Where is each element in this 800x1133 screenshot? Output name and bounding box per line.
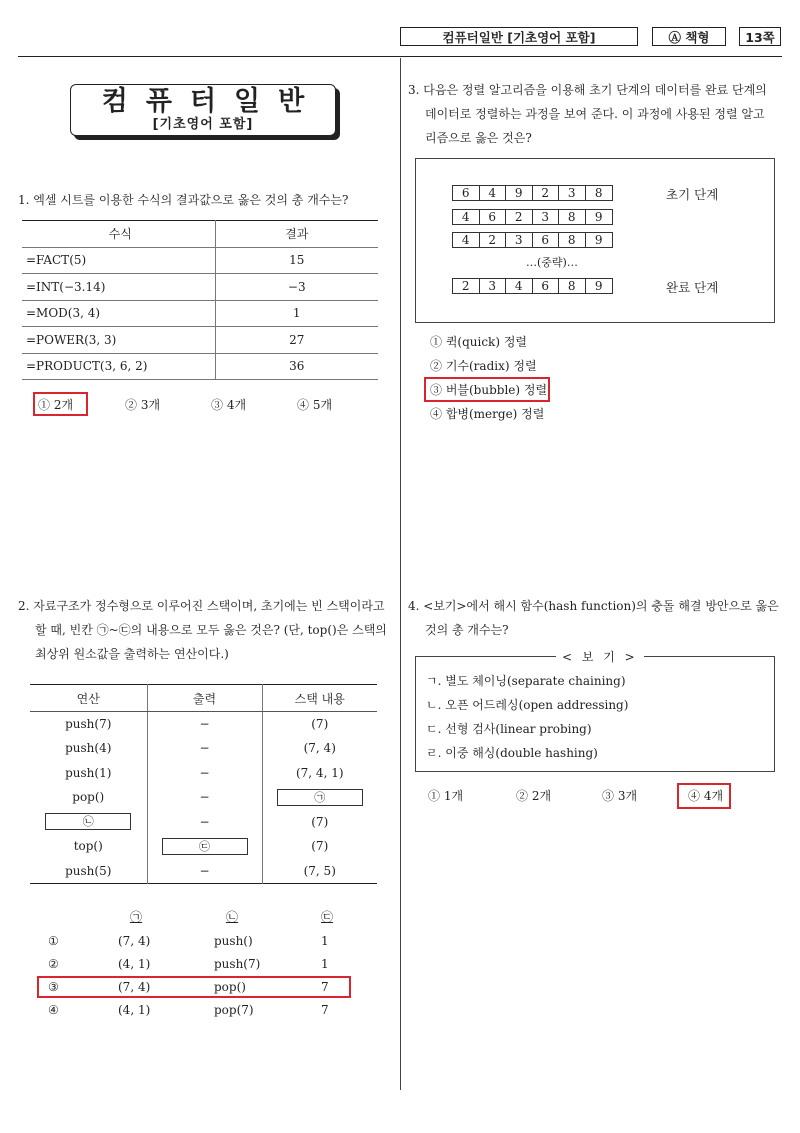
array-cell: 4 bbox=[480, 186, 507, 200]
table-row bbox=[30, 785, 377, 810]
q1-option-1[interactable]: ① 2개 bbox=[38, 398, 74, 412]
q2-header-stack: 스택 내용 bbox=[262, 685, 377, 712]
q2-choice-3-number[interactable]: ③ bbox=[48, 980, 59, 994]
q2-choice-2-b: push(7) bbox=[214, 957, 261, 971]
header-rule bbox=[18, 56, 782, 57]
q2-blank-c: ㉢ bbox=[162, 838, 248, 855]
q3-array-initial bbox=[452, 185, 613, 201]
q3-text bbox=[408, 78, 767, 150]
array-cell: 4 bbox=[453, 210, 480, 224]
q1-table bbox=[22, 220, 378, 380]
table-row bbox=[30, 736, 377, 761]
q2-output bbox=[147, 834, 262, 859]
q2-output: − bbox=[147, 785, 262, 810]
q4-item: ㄹ. 이중 해싱(double hashing) bbox=[426, 746, 598, 760]
q2-output: − bbox=[147, 736, 262, 761]
q4-line: 것의 총 개수는? bbox=[425, 623, 509, 637]
q2-stack: (7, 5) bbox=[303, 863, 336, 878]
q2-output: − bbox=[147, 810, 262, 835]
q1-formula: =POWER(3, 3) bbox=[22, 327, 215, 354]
q2-op: push(1) bbox=[30, 761, 147, 786]
q2-line: 2. 자료구조가 정수형으로 이루어진 스택이며, 초기에는 빈 스택이라고 bbox=[18, 599, 385, 613]
q2-line: 최상위 원소값을 출력하는 연산이다.) bbox=[35, 647, 229, 661]
table-header-row bbox=[22, 221, 378, 248]
q3-line: 데이터로 정렬하는 과정을 보여 준다. 이 과정에 사용된 정렬 알고 bbox=[425, 107, 765, 121]
array-cell: 3 bbox=[559, 186, 586, 200]
q1-formula: =FACT(5) bbox=[22, 247, 215, 274]
q2-stack: (7) bbox=[311, 839, 329, 854]
q1-option-4[interactable]: ④ 5개 bbox=[297, 398, 333, 412]
q2-answer-highlight bbox=[37, 976, 351, 998]
q2-op: push(4) bbox=[30, 736, 147, 761]
q3-answer-highlight bbox=[424, 377, 550, 402]
q4-item: ㄱ. 별도 체이닝(separate chaining) bbox=[426, 674, 626, 688]
q4-items bbox=[426, 669, 628, 765]
q3-array-step bbox=[452, 232, 613, 248]
q1-result: 1 bbox=[215, 300, 378, 327]
q4-item: ㄴ. 오픈 어드레싱(open addressing) bbox=[426, 698, 629, 712]
q2-blank-b: ㉡ bbox=[45, 813, 131, 830]
q3-option-1[interactable]: ① 퀵(quick) 정렬 bbox=[430, 335, 528, 349]
table-row bbox=[22, 300, 378, 327]
table-row bbox=[30, 834, 377, 859]
q3-label-initial: 초기 단계 bbox=[666, 187, 719, 202]
header-page-number: 13쪽 bbox=[739, 27, 781, 46]
q4-item: ㄷ. 선형 검사(linear probing) bbox=[426, 722, 592, 736]
q2-choice-2-number[interactable]: ② bbox=[48, 957, 59, 971]
q2-header-operation: 연산 bbox=[30, 685, 147, 712]
q2-choice-4-a: (4, 1) bbox=[118, 1003, 151, 1017]
q4-answer-highlight bbox=[677, 783, 731, 809]
array-cell: 8 bbox=[559, 279, 586, 293]
q2-choice-3-b: pop() bbox=[214, 980, 246, 994]
q1-option-2[interactable]: ② 3개 bbox=[125, 398, 161, 412]
q2-text bbox=[18, 594, 387, 666]
header-subject: 컴퓨터일반 [기초영어 포함] bbox=[400, 27, 638, 46]
table-header-row bbox=[30, 685, 377, 712]
q2-output: − bbox=[147, 712, 262, 737]
q2-choice-3-c: 7 bbox=[321, 980, 329, 994]
q2-output: − bbox=[147, 859, 262, 884]
q2-blank-a: ㉠ bbox=[277, 789, 363, 806]
q2-choice-4-b: pop(7) bbox=[214, 1003, 254, 1017]
q4-option-4[interactable]: ④ 4개 bbox=[688, 789, 724, 803]
array-cell: 8 bbox=[559, 233, 586, 247]
array-cell: 2 bbox=[480, 233, 507, 247]
array-cell: 9 bbox=[594, 210, 603, 224]
q2-line: 할 때, 빈칸 ㉠~㉢의 내용으로 모두 옳은 것은? (단, top()은 스택의 bbox=[35, 623, 387, 637]
q1-text: 1. 엑셀 시트를 이용한 수식의 결과값으로 옳은 것의 총 개수는? bbox=[18, 193, 349, 207]
q3-label-final: 완료 단계 bbox=[666, 280, 719, 295]
q2-stack-table bbox=[30, 684, 377, 884]
q2-op: pop() bbox=[30, 785, 147, 810]
array-cell: 6 bbox=[533, 279, 560, 293]
array-cell: 2 bbox=[506, 210, 533, 224]
q2-op bbox=[30, 810, 147, 835]
q1-answer-highlight bbox=[33, 392, 88, 416]
q2-stack bbox=[262, 785, 377, 810]
q3-option-4[interactable]: ④ 합병(merge) 정렬 bbox=[430, 407, 545, 421]
table-row bbox=[30, 761, 377, 786]
array-cell: 3 bbox=[506, 233, 533, 247]
q3-option-2[interactable]: ② 기수(radix) 정렬 bbox=[430, 359, 537, 373]
q1-formula: =MOD(3, 4) bbox=[22, 300, 215, 327]
q2-stack: (7, 4) bbox=[303, 741, 336, 756]
q1-formula: =PRODUCT(3, 6, 2) bbox=[22, 353, 215, 380]
subject-title: 컴퓨터일반 bbox=[101, 86, 323, 117]
array-cell: 6 bbox=[480, 210, 507, 224]
q2-choice-4-c: 7 bbox=[321, 1003, 329, 1017]
table-row bbox=[30, 859, 377, 884]
q2-header-output: 출력 bbox=[147, 685, 262, 712]
q3-array-step bbox=[452, 209, 613, 225]
q4-text bbox=[408, 594, 779, 642]
q2-op: top() bbox=[30, 834, 147, 859]
q2-op: push(7) bbox=[30, 712, 147, 737]
q1-header-formula: 수식 bbox=[22, 221, 215, 248]
q2-choice-4-number[interactable]: ④ bbox=[48, 1003, 59, 1017]
column-divider bbox=[400, 58, 401, 1090]
subject-subtitle: [기초영어 포함] bbox=[152, 117, 254, 132]
q3-ellipsis: …(중략)… bbox=[526, 256, 578, 269]
array-cell: 4 bbox=[506, 279, 533, 293]
q1-result: −3 bbox=[215, 274, 378, 301]
q2-choice-1-number[interactable]: ① bbox=[48, 934, 59, 948]
array-cell: 6 bbox=[453, 186, 480, 200]
array-cell: 9 bbox=[594, 279, 603, 293]
q3-line: 리즘으로 옳은 것은? bbox=[425, 131, 532, 145]
q4-option-1[interactable]: ① 1개 bbox=[428, 789, 464, 803]
q1-result: 27 bbox=[215, 327, 378, 354]
q3-line: 3. 다음은 정렬 알고리즘을 이용해 초기 단계의 데이터를 완료 단계의 bbox=[408, 83, 767, 97]
header-book-type: Ⓐ 책형 bbox=[652, 27, 726, 46]
q1-result: 36 bbox=[215, 353, 378, 380]
q1-result: 15 bbox=[215, 247, 378, 274]
q2-choice-header-b: ㉡ bbox=[226, 910, 239, 924]
table-row bbox=[22, 274, 378, 301]
q2-stack: (7) bbox=[311, 717, 329, 731]
q2-choice-1-a: (7, 4) bbox=[118, 934, 151, 948]
q2-choice-2-a: (4, 1) bbox=[118, 957, 151, 971]
q1-header-result: 결과 bbox=[215, 221, 378, 248]
q2-op: push(5) bbox=[30, 859, 147, 884]
q2-choice-header-c: ㉢ bbox=[321, 910, 334, 924]
q1-formula: =INT(−3.14) bbox=[22, 274, 215, 301]
table-row bbox=[22, 327, 378, 354]
q2-stack: (7) bbox=[311, 814, 329, 829]
table-row bbox=[30, 810, 377, 835]
table-row bbox=[22, 353, 378, 380]
array-cell: 8 bbox=[559, 210, 586, 224]
q4-example-box bbox=[415, 650, 775, 772]
q2-choice-1-c: 1 bbox=[321, 934, 329, 948]
q2-choice-header-a: ㉠ bbox=[130, 910, 143, 924]
q4-line: 4. <보기>에서 해시 함수(hash function)의 충돌 해결 방안으로 옳은 bbox=[408, 599, 779, 613]
q2-output: − bbox=[147, 761, 262, 786]
array-cell: 2 bbox=[533, 186, 560, 200]
q4-option-3[interactable]: ③ 3개 bbox=[602, 789, 638, 803]
array-cell: 9 bbox=[594, 233, 603, 247]
q3-sort-figure bbox=[415, 158, 775, 323]
q3-array-final bbox=[452, 278, 613, 294]
array-cell: 9 bbox=[506, 186, 533, 200]
q2-choice-3-a: (7, 4) bbox=[118, 980, 151, 994]
q2-choice-2-c: 1 bbox=[321, 957, 329, 971]
table-row bbox=[30, 712, 377, 737]
subject-title-box bbox=[70, 84, 336, 136]
q2-choice-1-b: push() bbox=[214, 934, 253, 948]
q4-option-2[interactable]: ② 2개 bbox=[516, 789, 552, 803]
q2-stack: (7, 4, 1) bbox=[295, 765, 344, 780]
q3-option-3[interactable]: ③ 버블(bubble) 정렬 bbox=[430, 383, 548, 397]
q1-option-3[interactable]: ③ 4개 bbox=[211, 398, 247, 412]
array-cell: 2 bbox=[453, 279, 480, 293]
array-cell: 6 bbox=[533, 233, 560, 247]
table-row bbox=[22, 247, 378, 274]
q4-box-title: < 보 기 > bbox=[556, 648, 644, 665]
array-cell: 8 bbox=[594, 186, 603, 200]
array-cell: 3 bbox=[533, 210, 560, 224]
array-cell: 4 bbox=[453, 233, 480, 247]
array-cell: 3 bbox=[480, 279, 507, 293]
